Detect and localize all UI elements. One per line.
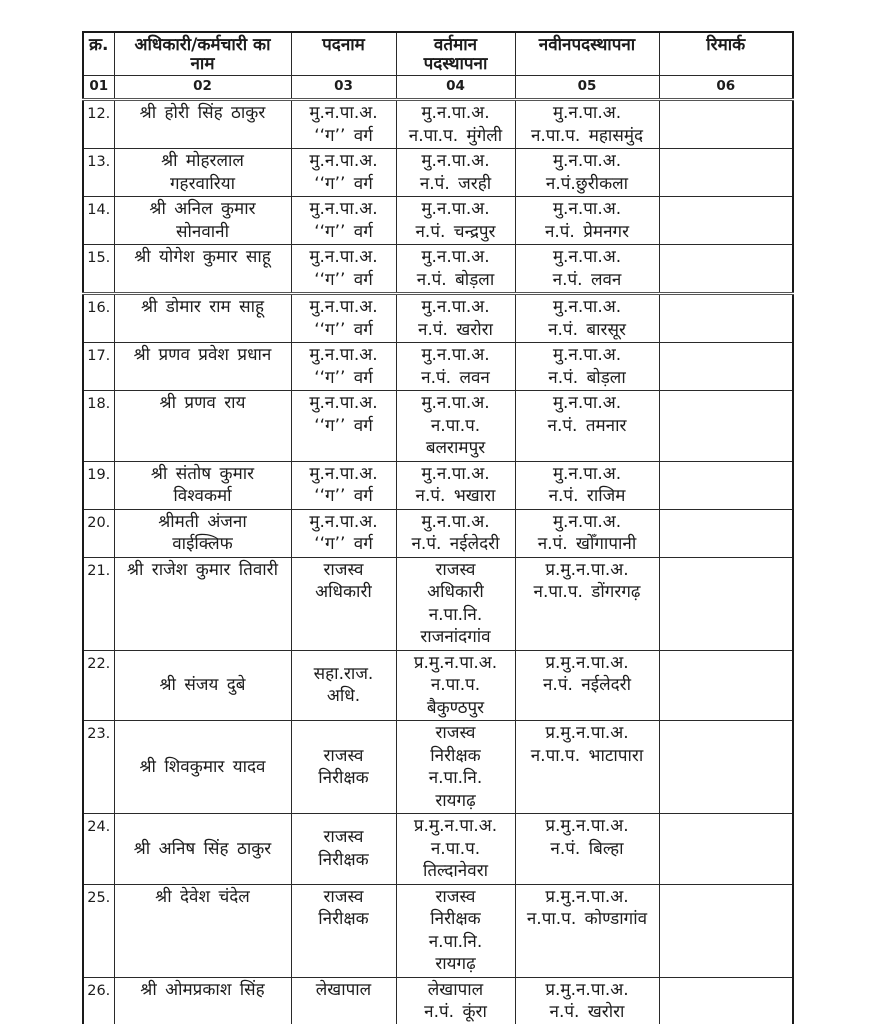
cell-text-line: श्री देवेश चंदेल [155,886,250,907]
remark-cell [659,884,793,977]
cell-text-line: मु.न.पा.अ. [552,345,622,365]
cell-text-line: ‘‘ग’’ वर्ग [314,415,373,436]
cell-text-line: तिल्दानेवरा [422,861,489,881]
cell-text-line: राजस्व [435,559,476,580]
name-cell [114,294,291,343]
current-posting-cell [396,650,515,721]
table-row [83,721,793,814]
cell-text-line: न.पा.प. भाटापारा [530,745,644,766]
designation-cell [291,294,396,343]
cell-text-line: न.पा.प. महासमुंद [530,125,644,146]
cell-text-line: न.पं. खरोरा [418,319,493,340]
cell-text-line: ‘‘ग’’ वर्ग [314,269,373,290]
cell-text-line: ‘‘ग’’ वर्ग [314,367,373,388]
designation-cell [291,814,396,885]
cell-text-line: न.पा.प. मुंगेली [408,125,503,146]
cell-text-line: न.पं.छुरीकला [545,173,629,194]
table-row [83,884,793,977]
table-row [83,343,793,391]
cell-text-line: मु.न.पा.अ. [309,463,378,484]
cell-text-line: न.पं. जरही [419,173,492,194]
new-posting-cell [515,294,659,343]
cell-text-line: ‘‘ग’’ वर्ग [314,534,373,554]
cell-text-line: न.पं. खोँगापानी [537,534,637,554]
cell-text-line: मु.न.पा.अ. [309,151,378,171]
cell-text-line: वर्तमान [433,35,478,55]
cell-text-line: न.पं. चन्द्रपुर [415,221,496,242]
cell-text-line: न.पं. भखारा [415,486,496,506]
new-posting-cell [515,149,659,197]
cell-text-line: न.पं. नईलेदरी [411,534,500,554]
table-row [83,557,793,650]
cell-text-line: मु.न.पा.अ. [552,151,622,171]
remark-cell [659,149,793,197]
table-header [83,32,793,100]
remark-cell [659,294,793,343]
cell-text-line: न.पं. कूंरा [424,1002,487,1022]
table-row [83,294,793,343]
cell-text-line: मु.न.पा.अ. [309,393,378,413]
name-cell [114,814,291,885]
cell-text-line: न.पा.नि. [428,604,483,625]
column-code-serial: 01 [83,76,114,100]
cell-text-line: नाम [190,54,215,74]
new-posting-cell [515,391,659,462]
serial-cell: 25. [83,884,114,977]
cell-text-line: श्री योगेश कुमार साहू [134,247,271,267]
cell-text-line: नवीनपदस्थापना [538,35,636,55]
remark-cell [659,721,793,814]
cell-text-line: श्री शिवकुमार यादव [139,756,266,777]
cell-text-line: लेखापाल [427,979,484,1000]
cell-text-line: मु.न.पा.अ. [421,297,490,317]
cell-text-line: मु.न.पा.अ. [421,345,490,365]
designation-cell [291,245,396,294]
cell-text-line: मु.न.पा.अ. [552,393,622,413]
cell-text-line: न.पा.प. [430,415,481,436]
remark-cell [659,197,793,245]
column-header-name [114,32,291,76]
cell-text-line: मु.न.पा.अ. [309,345,378,365]
cell-text-line: मु.न.पा.अ. [421,393,490,413]
current-posting-cell [396,721,515,814]
table-row [83,100,793,149]
cell-text-line: मु.न.पा.अ. [309,247,378,267]
new-posting-cell [515,884,659,977]
cell-text-line: निरीक्षक [318,768,369,788]
cell-text-line: राजस्व [435,723,476,743]
cell-text-line: ‘‘ग’’ वर्ग [314,486,373,506]
column-code-current: 04 [396,76,515,100]
cell-text-line: प्र.मु.न.पा.अ. [413,652,498,673]
column-header-current [396,32,515,76]
table-body [83,100,793,1024]
cell-text-line: न.पा.प. कोण्डागांव [526,909,648,929]
cell-text-line: श्री मोहरलाल [161,151,244,171]
name-cell [114,461,291,509]
cell-text-line: न.पं. खरोरा [549,1002,625,1022]
cell-text-line: सोनवानी [175,221,230,242]
cell-text-line: श्री अनिल कुमार [149,199,256,219]
new-posting-cell [515,197,659,245]
cell-text-line: श्री डोमार राम साहू [140,297,265,317]
serial-cell: 12. [83,100,114,149]
cell-text-line: मु.न.पा.अ. [552,199,622,219]
cell-text-line: सहा.राज. [313,663,374,684]
cell-text-line: मु.न.पा.अ. [552,511,622,532]
cell-text-line: मु.न.पा.अ. [552,463,622,484]
cell-text-line: राजस्व [323,559,364,580]
cell-text-line: रिमार्क [706,35,746,55]
column-code-remark: 06 [659,76,793,100]
column-code-name: 02 [114,76,291,100]
cell-text-line: प्र.मु.न.पा.अ. [545,979,629,1000]
designation-cell [291,509,396,557]
designation-cell [291,461,396,509]
cell-text-line: अधिकारी [427,582,484,602]
new-posting-cell [515,100,659,149]
cell-text-line: न.पं. नईलेदरी [543,675,631,695]
column-code-new_posting: 05 [515,76,659,100]
name-cell [114,149,291,197]
remark-cell [659,343,793,391]
new-posting-cell [515,461,659,509]
cell-text-line: अधिकारी [315,582,372,602]
table-row [83,977,793,1024]
name-cell [114,557,291,650]
remark-cell [659,245,793,294]
cell-text-line: न.पा.प. डोंगरगढ़ [533,582,641,602]
designation-cell [291,100,396,149]
column-code-designation: 03 [291,76,396,100]
cell-text-line: बैकुण्ठपुर [426,697,485,718]
new-posting-cell [515,650,659,721]
remark-cell [659,650,793,721]
current-posting-cell [396,391,515,462]
remark-cell [659,814,793,885]
cell-text-line: मु.न.पा.अ. [421,247,490,267]
column-header-designation [291,32,396,76]
table-row [83,814,793,885]
cell-text-line: ‘‘ग’’ वर्ग [314,125,373,146]
column-header-remark [659,32,793,76]
cell-text-line: मु.न.पा.अ. [421,463,490,484]
cell-text-line: गहरवारिया [169,173,236,194]
cell-text-line: श्री प्रणव राय [159,393,246,413]
serial-cell: 26. [83,977,114,1024]
serial-cell: 15. [83,245,114,294]
name-cell [114,343,291,391]
table-row [83,461,793,509]
new-posting-cell [515,977,659,1024]
current-posting-cell [396,197,515,245]
serial-cell: 14. [83,197,114,245]
cell-text-line: न.पा.नि. [428,931,483,952]
name-cell [114,977,291,1024]
current-posting-cell [396,343,515,391]
current-posting-cell [396,461,515,509]
transfer-posting-table [82,31,794,1024]
cell-text-line: न.पं. बोड़ला [548,367,626,388]
cell-text-line: राजनांदगांव [420,627,491,647]
cell-text-line: न.पं. बिल्हा [550,838,624,859]
cell-text-line: निरीक्षक [318,849,369,870]
current-posting-cell [396,884,515,977]
cell-text-line: पदनाम [322,35,365,55]
cell-text-line: श्री संतोष कुमार [150,463,255,484]
cell-text-line: प्र.मु.न.पा.अ. [545,723,629,743]
remark-cell [659,509,793,557]
cell-text-line: न.पा.प. [430,838,481,859]
cell-text-line: मु.न.पा.अ. [552,247,622,267]
serial-cell: 21. [83,557,114,650]
name-cell [114,197,291,245]
cell-text-line: मु.न.पा.अ. [309,103,378,123]
designation-cell [291,557,396,650]
table-row [83,197,793,245]
cell-text-line: रायगढ़ [435,954,476,974]
serial-cell: 23. [83,721,114,814]
cell-text-line: रायगढ़ [435,790,476,811]
cell-text-line: प्र.मु.न.पा.अ. [545,652,629,673]
cell-text-line: राजस्व [323,827,364,848]
cell-text-line: ‘‘ग’’ वर्ग [314,319,373,340]
cell-text-line: न.पं. लवन [421,367,490,388]
header-label-row [83,32,793,76]
cell-text-line: न.पं. प्रेमनगर [544,221,630,242]
cell-text-line: मु.न.पा.अ. [421,511,490,532]
new-posting-cell [515,721,659,814]
cell-text-line: मु.न.पा.अ. [421,103,490,123]
cell-text-line: मु.न.पा.अ. [309,199,378,219]
table-row [83,391,793,462]
new-posting-cell [515,343,659,391]
cell-text-line: न.पं. तमनार [547,415,627,436]
cell-text-line: ‘‘ग’’ वर्ग [314,173,373,194]
name-cell [114,509,291,557]
table-row [83,509,793,557]
designation-cell [291,884,396,977]
current-posting-cell [396,149,515,197]
new-posting-cell [515,509,659,557]
designation-cell [291,149,396,197]
cell-text-line: श्री प्रणव प्रवेश प्रधान [133,345,272,365]
name-cell [114,650,291,721]
new-posting-cell [515,245,659,294]
designation-cell [291,650,396,721]
cell-text-line: बलरामपुर [425,438,486,458]
cell-text-line: मु.न.पा.अ. [309,511,378,532]
cell-text-line: न.पं. लवन [552,269,622,290]
remark-cell [659,461,793,509]
cell-text-line: लेखापाल [315,979,372,1000]
cell-text-line: न.पा.नि. [428,768,483,788]
cell-text-line: निरीक्षक [318,909,369,929]
new-posting-cell [515,814,659,885]
current-posting-cell [396,245,515,294]
current-posting-cell [396,509,515,557]
cell-text-line: प्र.मु.न.पा.अ. [413,816,498,836]
serial-cell: 19. [83,461,114,509]
current-posting-cell [396,100,515,149]
name-cell [114,245,291,294]
serial-cell: 17. [83,343,114,391]
remark-cell [659,557,793,650]
cell-text-line: न.पं. राजिम [548,486,626,506]
name-cell [114,721,291,814]
cell-text-line: श्री राजेश कुमार तिवारी [126,559,279,580]
designation-cell [291,391,396,462]
cell-text-line: राजस्व [323,745,364,766]
cell-text-line: न.पा.प. [430,675,481,695]
cell-text-line: राजस्व [435,886,476,907]
cell-text-line: मु.न.पा.अ. [552,103,622,123]
cell-text-line: मु.न.पा.अ. [421,199,490,219]
cell-text-line: पदस्थापना [423,54,488,74]
current-posting-cell [396,814,515,885]
designation-cell [291,343,396,391]
cell-text-line: श्रीमती अंजना [158,511,247,532]
designation-cell [291,977,396,1024]
cell-text-line: अधिकारी/कर्मचारी का [134,35,271,55]
cell-text-line: राजस्व [323,886,364,907]
designation-cell [291,197,396,245]
cell-text-line: श्री अनिष सिंह ठाकुर [133,838,272,859]
serial-cell: 16. [83,294,114,343]
serial-cell: 22. [83,650,114,721]
cell-text-line: वाईक्लिफ [172,534,233,554]
column-header-new_posting [515,32,659,76]
name-cell [114,884,291,977]
table-row [83,650,793,721]
header-number-row [83,76,793,100]
cell-text-line: श्री ओमप्रकाश सिंह [140,979,265,1000]
serial-cell: 18. [83,391,114,462]
cell-text-line: विश्वकर्मा [173,486,232,506]
cell-text-line: मु.न.पा.अ. [421,151,490,171]
remark-cell [659,100,793,149]
cell-text-line: ‘‘ग’’ वर्ग [314,221,373,242]
cell-text-line: निरीक्षक [430,745,481,766]
serial-cell: 13. [83,149,114,197]
column-header-serial [83,32,114,76]
serial-cell: 20. [83,509,114,557]
cell-text-line: श्री होरी सिंह ठाकुर [139,103,266,123]
remark-cell [659,391,793,462]
cell-text-line: मु.न.पा.अ. [309,297,378,317]
cell-text-line: प्र.मु.न.पा.अ. [545,886,629,907]
name-cell [114,391,291,462]
cell-text-line: श्री संजय दुबे [159,675,246,695]
current-posting-cell [396,977,515,1024]
cell-text-line: न.पं. बोड़ला [416,269,495,290]
designation-cell [291,721,396,814]
cell-text-line: प्र.मु.न.पा.अ. [545,816,629,836]
serial-cell: 24. [83,814,114,885]
cell-text-line: प्र.मु.न.पा.अ. [545,559,629,580]
table-row [83,149,793,197]
current-posting-cell [396,557,515,650]
cell-text-line: न.पं. बारसूर [548,319,626,340]
cell-text-line: निरीक्षक [430,909,481,929]
remark-cell [659,977,793,1024]
table-row [83,245,793,294]
new-posting-cell [515,557,659,650]
name-cell [114,100,291,149]
cell-text-line: मु.न.पा.अ. [552,297,622,317]
cell-text-line: क्र. [88,35,109,55]
current-posting-cell [396,294,515,343]
cell-text-line: अधि. [326,686,361,707]
